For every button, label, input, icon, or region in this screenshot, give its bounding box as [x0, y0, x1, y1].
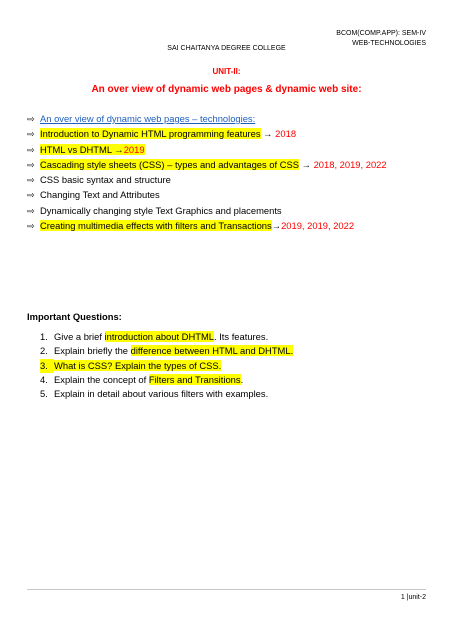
question-list [40, 330, 293, 401]
question-highlight: introduction about DHTML [104, 331, 214, 342]
arrow-right-icon: ⇨ [27, 176, 35, 187]
topic-text: Changing Text and Attributes [40, 189, 160, 201]
topic-item [27, 173, 387, 188]
question-highlight: Filters and Transitions [148, 373, 241, 385]
topic-years: 2019, 2019, 2022 [281, 220, 355, 232]
arrow-right-icon: ⇨ [27, 191, 35, 202]
question-item [40, 359, 293, 373]
question-number: 2. [40, 345, 48, 357]
year-arrow: → [260, 128, 276, 140]
main-heading: An over view of dynamic web pages & dynamic web site: [91, 84, 362, 95]
topic-text: HTML vs DHTML [40, 143, 112, 155]
question-item [40, 373, 293, 387]
topic-years: 2018, 2019, 2022 [313, 158, 387, 170]
year-arrow: → [299, 158, 314, 170]
question-item [40, 387, 293, 401]
question-highlight: difference between HTML and DHTML. [130, 345, 294, 357]
question-number: 4. [40, 373, 48, 385]
important-questions-title: Important Questions: [27, 311, 122, 322]
topic-item [27, 158, 387, 173]
college-name: SAI CHAITANYA DEGREE COLLEGE [167, 45, 286, 52]
unit-label: UNIT-II: [212, 67, 241, 76]
arrow-right-icon: ⇨ [27, 206, 35, 217]
year-arrow: → [111, 143, 124, 155]
topic-link[interactable]: An over view of dynamic web pages – technologies: [40, 113, 256, 124]
arrow-right-icon: ⇨ [27, 115, 35, 125]
topic-years: 2019 [123, 143, 145, 155]
topic-text: Creating multimedia effects with filters and Transactions [40, 220, 272, 232]
question-number: 1. [40, 331, 48, 342]
header-course: BCOM(COMP.APP): SEM-IV [336, 30, 426, 37]
question-text: . [240, 373, 244, 385]
topic-text: Dynamically changing style Text Graphics and placements [40, 204, 282, 216]
question-highlight: What is CSS? Explain the types of CSS. [54, 359, 222, 371]
topic-years: 2018 [275, 128, 297, 140]
question-item [40, 344, 293, 358]
page-number: 1 |unit-2 [400, 594, 426, 601]
topic-list [27, 112, 387, 234]
year-arrow: → [271, 220, 282, 232]
topic-item [27, 219, 387, 234]
arrow-right-icon: ⇨ [27, 145, 35, 156]
topic-text: CSS basic syntax and structure [40, 174, 171, 186]
topic-item [27, 112, 387, 127]
topic-text: Cascading style sheets (CSS) – types and advantages of CSS [40, 158, 299, 170]
question-number: 5. [40, 388, 48, 400]
arrow-right-icon: ⇨ [27, 160, 35, 171]
topic-item [27, 204, 387, 219]
topic-item [27, 143, 387, 158]
question-item [40, 330, 293, 344]
arrow-right-icon: ⇨ [27, 222, 35, 233]
arrow-right-icon: ⇨ [27, 130, 35, 141]
question-text: . Its features. [213, 331, 269, 342]
footer-divider [27, 589, 426, 590]
question-number: 3. [40, 359, 54, 373]
topic-item [27, 127, 387, 142]
question-text: Explain in detail about various filters with examples. [54, 388, 269, 400]
topic-text: Introduction to Dynamic HTML programming features [40, 128, 261, 140]
header-subject: WEB-TECHNOLOGIES [352, 40, 426, 47]
question-text: Give a brief [54, 331, 105, 342]
question-text: Explain briefly the [54, 345, 131, 357]
question-text: Explain the concept of [54, 373, 149, 385]
topic-item [27, 188, 387, 203]
